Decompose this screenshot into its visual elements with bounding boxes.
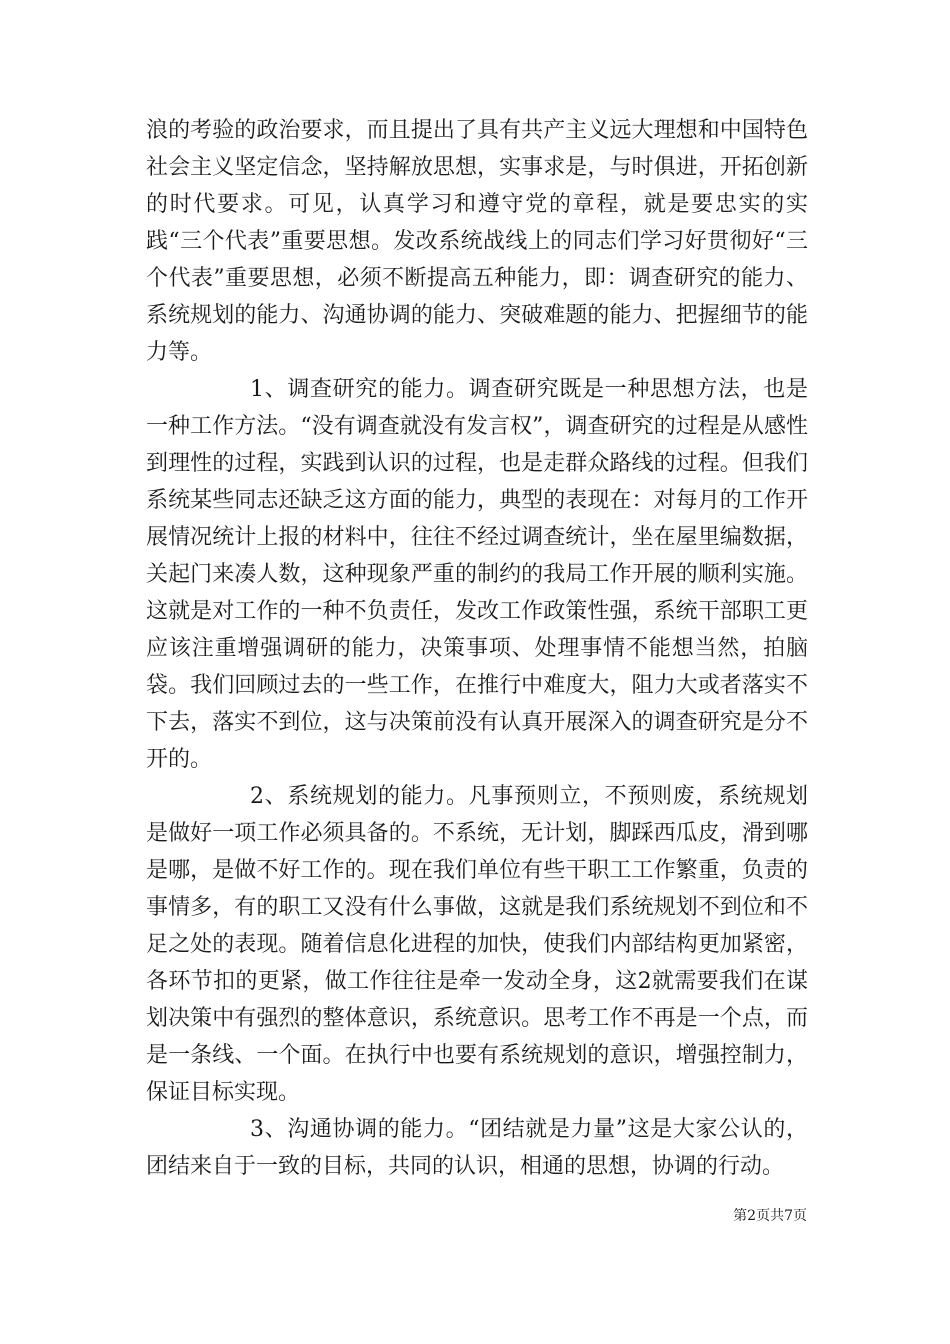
paragraph-planning-ability: 2、系统规划的能力。凡事预则立，不预则废，系统规划是做好一项工作必须具备的。不系统，无计划，脚踩西瓜皮，滑到哪是哪，是做不好工作的。现在我们单位有些干职工工作繁重，负责的事情多，有的职工又没有什么事做，这就是我们系统规划不到位和不足之处的表现。随着信息化进程的加快，使我们内部结构更加紧密，各环节扣的更紧，做工作往往是牵一发动全身，这2就需要我们在谋划决策中有强烈的整体意识，系统意识。思考工作不再是一个点，而是一条线、一个面。在执行中也要有系统规划的意识，增强控制力，保证目标实现。 bbox=[146, 784, 808, 1105]
paragraph-research-ability: 1、调查研究的能力。调查研究既是一种思想方法，也是一种工作方法。“没有调查就没有发言权”，调查研究的过程是从感性到理性的过程，实践到认识的过程，也是走群众路线的过程。但我们系统某些同志还缺乏这方面的能力，典型的表现在：对每月的工作开展情况统计上报的材料中，往往不经过调查统计，坐在屋里编数据，关起门来凑人数，这种现象严重的制约的我局工作开展的顺利实施。这就是对工作的一种不负责任，发改工作政策性强，系统干部职工更应该注重增强调研的能力，决策事项、处理事情不能想当然，拍脑袋。我们回顾过去的一些工作，在推行中难度大，阻力大或者落实不下去，落实不到位，这与决策前没有认真开展深入的调查研究是分不开的。 bbox=[146, 377, 808, 772]
page-number: 第2页共7页 bbox=[733, 1208, 807, 1224]
document-body bbox=[146, 112, 808, 1185]
paragraph-intro: 浪的考验的政治要求，而且提出了具有共产主义远大理想和中国特色社会主义坚定信念，坚持解放思想，实事求是，与时俱进，开拓创新的时代要求。可见，认真学习和遵守党的章程，就是要忠实的实践“三个代表”重要思想。发改系统战线上的同志们学习好贯彻好“三个代表”重要思想，必须不断提高五种能力，即：调查研究的能力、系统规划的能力、沟通协调的能力、突破难题的能力、把握细节的能力等。 bbox=[146, 118, 808, 365]
paragraph-coordination-ability: 3、沟通协调的能力。“团结就是力量”这是大家公认的，团结来自于一致的目标，共同的认识，相通的思想，协调的行动。 bbox=[146, 1117, 808, 1179]
